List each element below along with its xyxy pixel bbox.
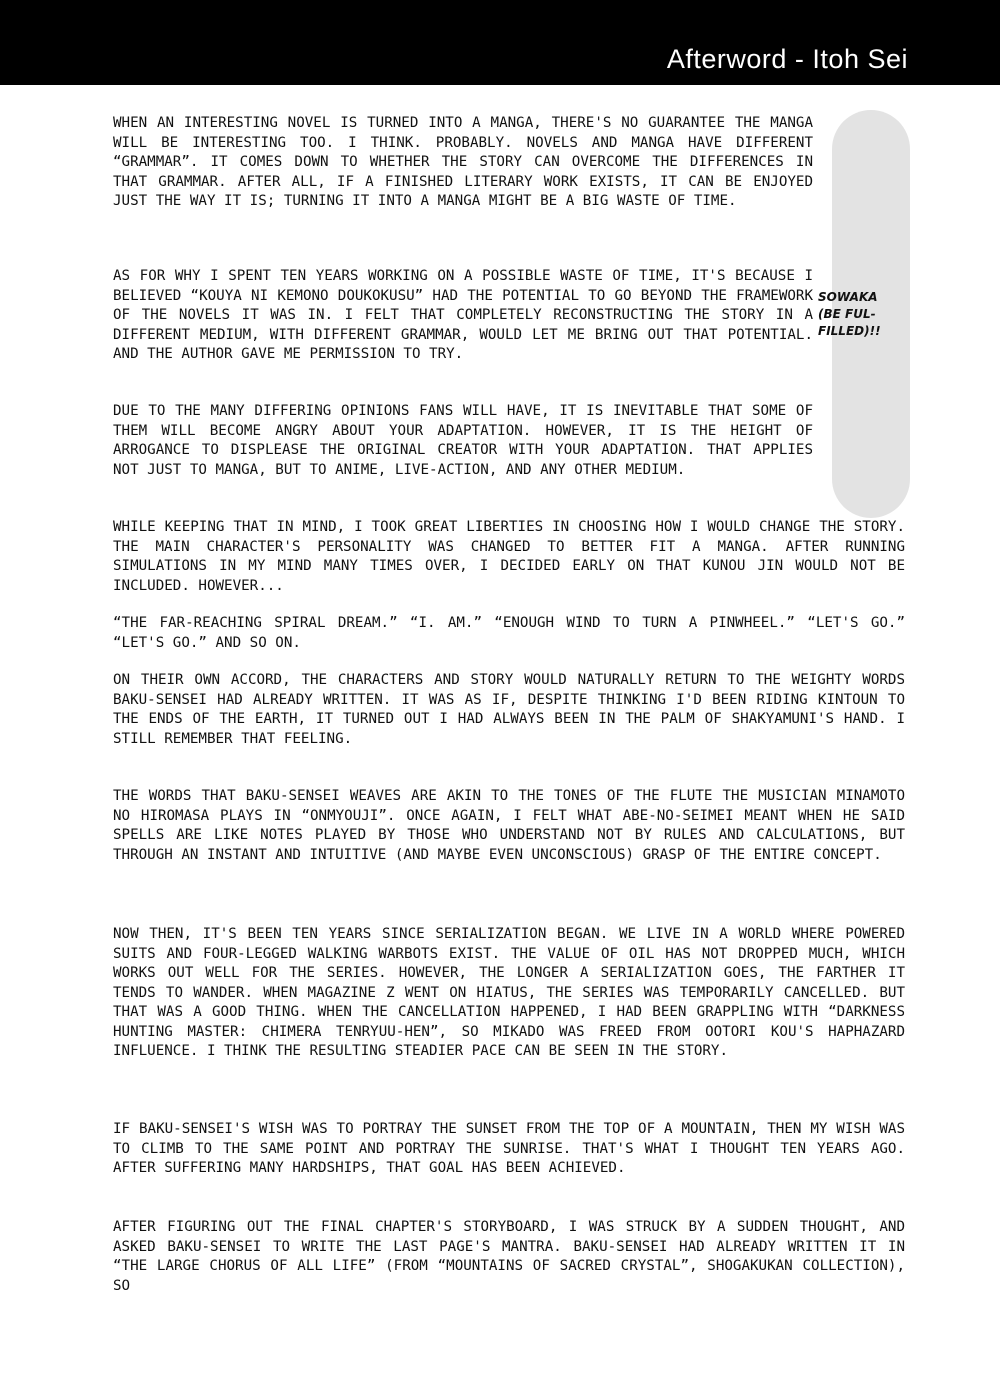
side-note-line: SOWAKA	[818, 290, 878, 304]
side-note	[818, 289, 908, 340]
paragraph-8: NOW THEN, IT'S BEEN TEN YEARS SINCE SERIALIZATION BEGAN. WE LIVE IN A WORLD WHERE POWERED SUITS AND FOUR-LEGGED WALKING WARBOTS EXIST. THE VALUE OF OIL HAS NOT DROPPED MUCH, WHICH WORKS OUT WELL FOR THE SERIES. HOWEVER, THE LONGER A SERIALIZATION GOES, THE FARTHER IT TENDS TO WANDER. WHEN MAGAZINE Z WENT ON HIATUS, THE SERIES WAS TEMPORARILY CANCELLED. BUT THAT WAS A GOOD THING. WHEN THE CANCELLATION HAPPENED, I HAD BEEN GRAPPLING WITH “DARKNESS HUNTING MASTER: CHIMERA TENRYUU-HEN”, SO MIKADO WAS FREED FROM OOTORI KOU'S HAPHAZARD INFLUENCE. I THINK THE RESULTING STEADIER PACE CAN BE SEEN IN THE STORY.	[113, 926, 905, 1059]
header-bar	[0, 0, 1000, 85]
page-title: Afterword - Itoh Sei	[666, 44, 908, 74]
paragraph-3: DUE TO THE MANY DIFFERING OPINIONS FANS WILL HAVE, IT IS INEVITABLE THAT SOME OF THEM WILL BECOME ANGRY ABOUT YOUR ADAPTATION. HOWEVER, IT IS THE HEIGHT OF ARROGANCE TO DISPLEASE THE ORIGINAL CREATOR WITH YOUR ADAPTATION. THAT APPLIES NOT JUST TO MANGA, BUT TO ANIME, LIVE-ACTION, AND ANY OTHER MEDIUM.	[113, 403, 813, 478]
paragraph-9: IF BAKU-SENSEI'S WISH WAS TO PORTRAY THE SUNSET FROM THE TOP OF A MOUNTAIN, THEN MY WISH WAS TO CLIMB TO THE SAME POINT AND PORTRAY THE SUNRISE. THAT'S WHAT I THOUGHT TEN YEARS AGO. AFTER SUFFERING MANY HARDSHIPS, THAT GOAL HAS BEEN ACHIEVED.	[113, 1121, 905, 1176]
paragraph-6: ON THEIR OWN ACCORD, THE CHARACTERS AND STORY WOULD NATURALLY RETURN TO THE WEIGHTY WORDS BAKU-SENSEI HAD ALREADY WRITTEN. IT WAS AS IF, DESPITE THINKING I'D BEEN RIDING KINTOUN TO THE ENDS OF THE EARTH, IT TURNED OUT I HAD ALWAYS BEEN IN THE PALM OF SHAKYAMUNI'S HAND. I STILL REMEMBER THAT FEELING.	[113, 672, 905, 747]
paragraph-10: AFTER FIGURING OUT THE FINAL CHAPTER'S STORYBOARD, I WAS STRUCK BY A SUDDEN THOUGHT, AND ASKED BAKU-SENSEI TO WRITE THE LAST PAGE'S MANTRA. BAKU-SENSEI HAD ALREADY WRITTEN IT IN “THE LARGE CHORUS OF ALL LIFE” (FROM “MOUNTAINS OF SACRED CRYSTAL”, SHOGAKUKAN COLLECTION), SO	[113, 1219, 905, 1294]
paragraph-7: THE WORDS THAT BAKU-SENSEI WEAVES ARE AKIN TO THE TONES OF THE FLUTE THE MUSICIAN MINAMOTO NO HIROMASA PLAYS IN “ONMYOUJI”. ONCE AGAIN, I FELT WHAT ABE-NO-SEIMEI MEANT WHEN HE SAID SPELLS ARE LIKE NOTES PLAYED BY THOSE WHO UNDERSTAND NOT BY RULES AND CALCULATIONS, BUT THROUGH AN INSTANT AND INTUITIVE (AND MAYBE EVEN UNCONSCIOUS) GRASP OF THE ENTIRE CONCEPT.	[113, 788, 905, 863]
paragraph-5: “THE FAR-REACHING SPIRAL DREAM.” “I. AM.” “ENOUGH WIND TO TURN A PINWHEEL.” “LET'S GO.” “LET'S GO.” AND SO ON.	[113, 615, 905, 651]
side-note-line: FILLED)!!	[818, 324, 881, 338]
paragraph-2: AS FOR WHY I SPENT TEN YEARS WORKING ON A POSSIBLE WASTE OF TIME, IT'S BECAUSE I BELIEVED “KOUYA NI KEMONO DOUKOKUSU” HAD THE POTENTIAL TO GO BEYOND THE FRAMEWORK OF THE NOVELS IT WAS IN. I FELT THAT COMPLETELY RECONSTRUCTING THE STORY IN A DIFFERENT MEDIUM, WITH DIFFERENT GRAMMAR, WOULD LET ME BRING OUT THAT POTENTIAL. AND THE AUTHOR GAVE ME PERMISSION TO TRY.	[113, 268, 813, 362]
paragraph-1: WHEN AN INTERESTING NOVEL IS TURNED INTO A MANGA, THERE'S NO GUARANTEE THE MANGA WILL BE INTERESTING TOO. I THINK. PROBABLY. NOVELS AND MANGA HAVE DIFFERENT “GRAMMAR”. IT COMES DOWN TO WHETHER THE STORY CAN OVERCOME THE DIFFERENCES IN THAT GRAMMAR. AFTER ALL, IF A FINISHED LITERARY WORK EXISTS, IT CAN BE ENJOYED JUST THE WAY IT IS; TURNING IT INTO A MANGA MIGHT BE A BIG WASTE OF TIME.	[113, 115, 813, 209]
side-note-line: (BE FUL-	[818, 307, 876, 321]
paragraph-4: WHILE KEEPING THAT IN MIND, I TOOK GREAT LIBERTIES IN CHOOSING HOW I WOULD CHANGE THE STORY. THE MAIN CHARACTER'S PERSONALITY WAS CHANGED TO BETTER FIT A MANGA. AFTER RUNNING SIMULATIONS IN MY MIND MANY TIMES OVER, I DECIDED EARLY ON THAT KUNOU JIN WOULD NOT BE INCLUDED. HOWEVER...	[113, 519, 905, 594]
